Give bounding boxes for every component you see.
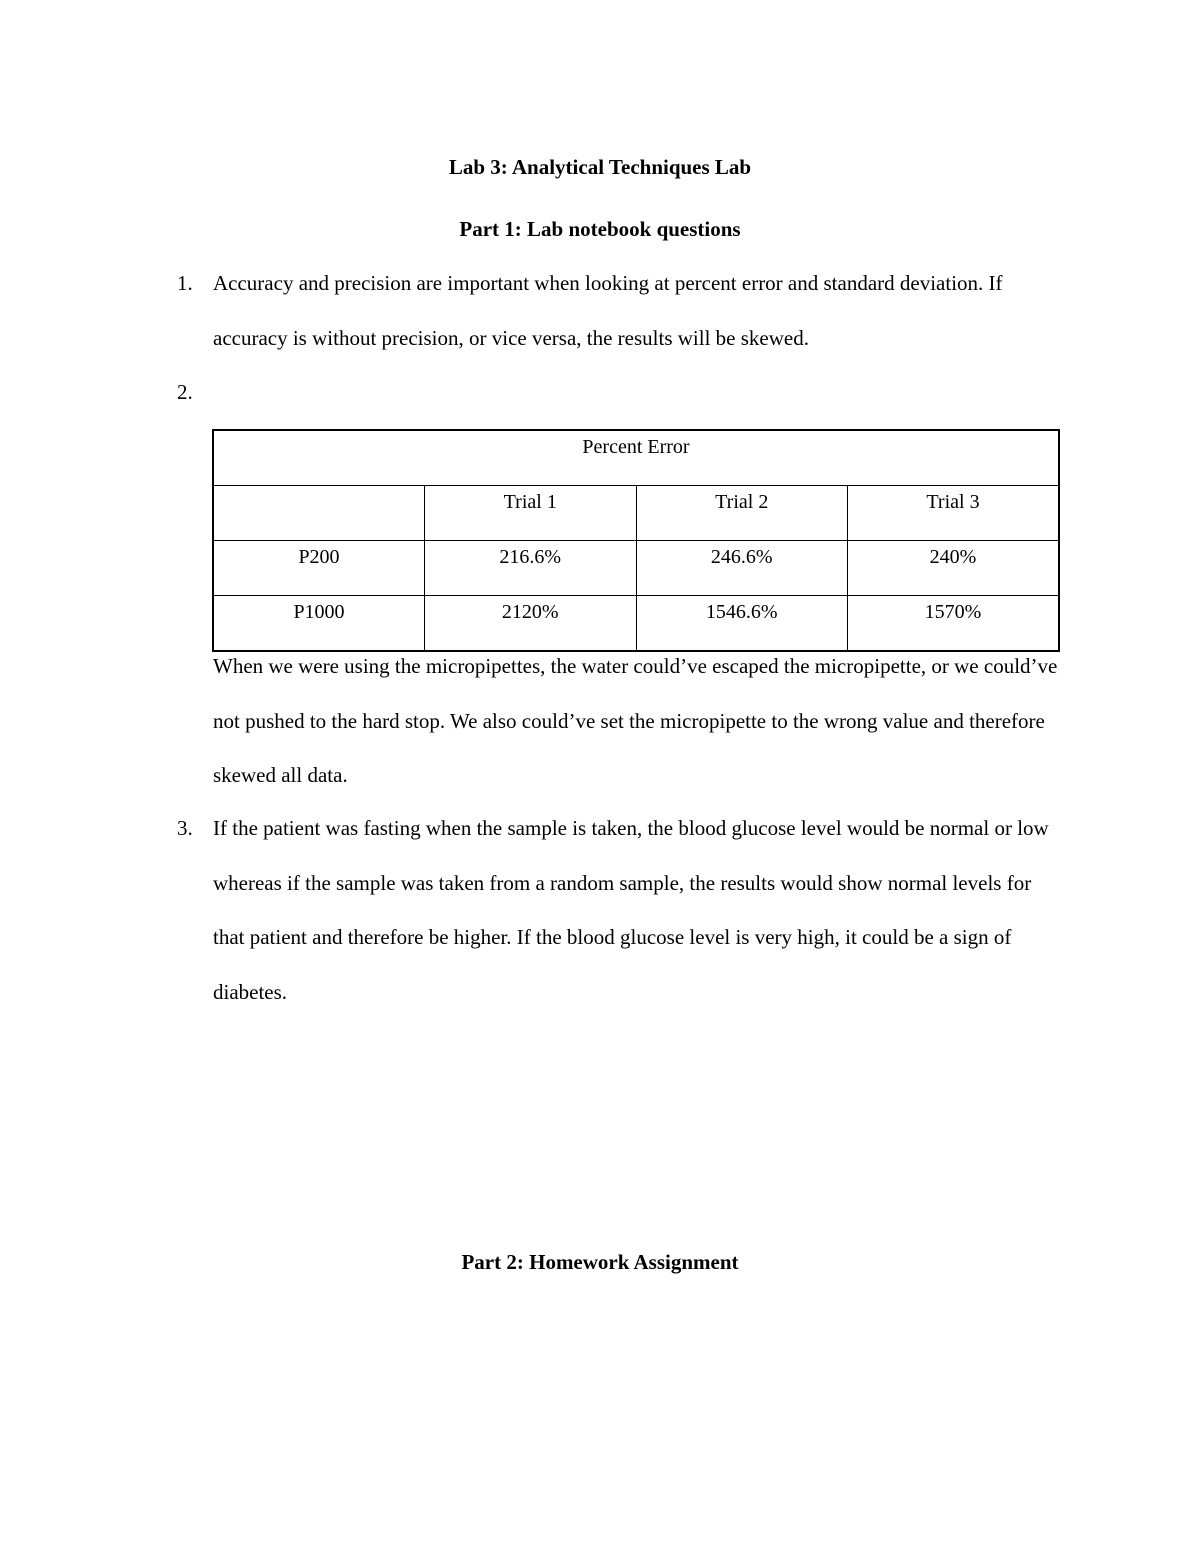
question-2-answer: When we were using the micropipettes, the water could’ve escaped the micropipette, or we could’ve not pushed to the hard stop. We also could’ve set the micropipette to the wrong value and therefore skewed all data. xyxy=(213,654,1058,787)
question-3-answer: If the patient was fasting when the sample is taken, the blood glucose level would be normal or low whereas if the sample was taken from a random sample, the results would show normal levels for that patient and therefore be higher. If the blood glucose level is very high, it could be a sign of diabetes. xyxy=(213,816,1049,1004)
table-caption: Percent Error xyxy=(213,430,1059,486)
table-cell: 1570% xyxy=(848,596,1060,652)
table-cell: P1000 xyxy=(213,596,425,652)
table-cell: 240% xyxy=(848,541,1060,596)
document-title: Lab 3: Analytical Techniques Lab xyxy=(448,155,752,179)
table-header-cell: Trial 1 xyxy=(425,486,637,541)
table-caption-row xyxy=(213,430,1059,486)
table-row xyxy=(213,541,1059,596)
table-header-cell: Trial 2 xyxy=(636,486,848,541)
table-header-cell xyxy=(213,486,425,541)
table-header-row xyxy=(213,486,1059,541)
table-header-cell: Trial 3 xyxy=(848,486,1060,541)
table-cell: 216.6% xyxy=(425,541,637,596)
question-1-number: 1. xyxy=(177,271,193,295)
question-3-number: 3. xyxy=(177,816,193,840)
table-cell: 2120% xyxy=(425,596,637,652)
table-cell: 1546.6% xyxy=(636,596,848,652)
table-cell: 246.6% xyxy=(636,541,848,596)
table-cell: P200 xyxy=(213,541,425,596)
question-1-answer: Accuracy and precision are important when looking at percent error and standard deviation. If accuracy is without precision, or vice versa, the results will be skewed. xyxy=(213,271,1003,350)
question-2-number: 2. xyxy=(177,380,193,404)
part2-heading: Part 2: Homework Assignment xyxy=(461,1250,739,1274)
part1-heading: Part 1: Lab notebook questions xyxy=(459,217,741,241)
percent-error-table xyxy=(212,429,1060,652)
